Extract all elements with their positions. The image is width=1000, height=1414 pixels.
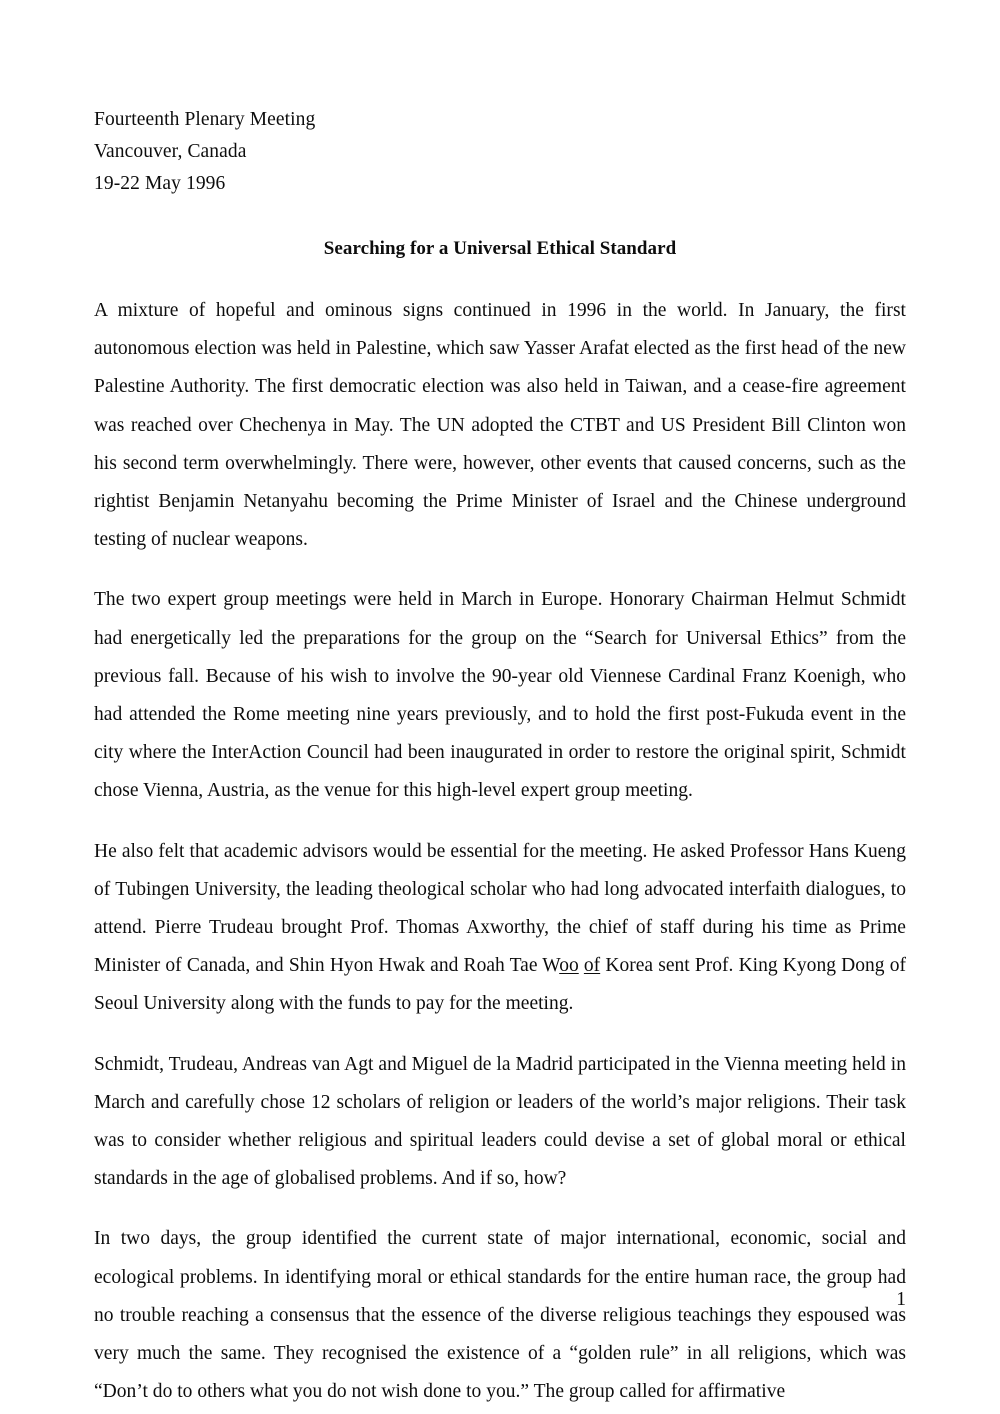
paragraph-3-text-start: He also felt that academic advisors would be essential for the meeting. He asked Professor Hans Kueng of Tubingen University, the leading theological scholar who had long advocated interfaith dialogues, to attend. Pierre Trudeau brought Prof. Thomas Axworthy, the chief of staff during his time as Prime Minister of Canada, and Shin Hyon Hwak and Roah Tae W [94, 840, 906, 977]
underlined-text-oo: oo [559, 955, 579, 977]
paragraph-1: A mixture of hopeful and ominous signs continued in 1996 in the world. In January, the first autonomous election was held in Palestine, which saw Yasser Arafat elected as the first head of the new Palestine Authority. The first democratic election was also held in Taiwan, and a cease-fire agreement was reached over Chechenya in May. The UN adopted the CTBT and US President Bill Clinton won his second term overwhelmingly. There were, however, other events that caused concerns, such as the rightist Benjamin Netanyahu becoming the Prime Minister of Israel and the Chinese underground testing of nuclear weapons. [94, 300, 906, 551]
page-title: Searching for a Universal Ethical Standard [323, 238, 677, 259]
meeting-header-block [94, 104, 906, 200]
paragraph-3 [94, 833, 906, 1024]
page-number: 1 [896, 1289, 906, 1310]
header-line-dates: 19-22 May 1996 [94, 173, 226, 194]
paragraph-3-text-end: Korea sent Prof. King Kyong Dong of Seoul University along with the funds to pay for the meeting. [94, 955, 906, 1015]
paragraph-4: Schmidt, Trudeau, Andreas van Agt and Miguel de la Madrid participated in the Vienna meeting held in March and carefully chose 12 scholars of religion or leaders of the world’s major religions. Their task was to consider whether religious and spiritual leaders could devise a set of global moral or ethical standards in the age of globalised problems. And if so, how? [94, 1053, 906, 1190]
body-text [94, 292, 906, 1411]
paragraph-5: In two days, the group identified the current state of major international, economic, social and ecological problems. In identifying moral or ethical standards for the entire human race, the group had no trouble reaching a consensus that the essence of the diverse religious teachings they espoused was very much the same. They recognised the existence of a “golden rule” in all religions, which was “Don’t do to others what you do not wish done to you.” The group called for affirmative [94, 1228, 906, 1403]
header-line-meeting-name: Fourteenth Plenary Meeting [94, 109, 316, 130]
page-content [94, 104, 906, 1411]
paragraph-2: The two expert group meetings were held in March in Europe. Honorary Chairman Helmut Schmidt had energetically led the preparations for the group on the “Search for Universal Ethics” from the previous fall. Because of his wish to involve the 90-year old Viennese Cardinal Franz Koenigh, who had attended the Rome meeting nine years previously, and to hold the first post-Fukuda event in the city where the InterAction Council had been inaugurated in order to restore the original spirit, Schmidt chose Vienna, Austria, as the venue for this high-level expert group meeting. [94, 589, 906, 802]
underlined-text-of: of [583, 955, 601, 977]
header-line-location: Vancouver, Canada [94, 141, 247, 162]
